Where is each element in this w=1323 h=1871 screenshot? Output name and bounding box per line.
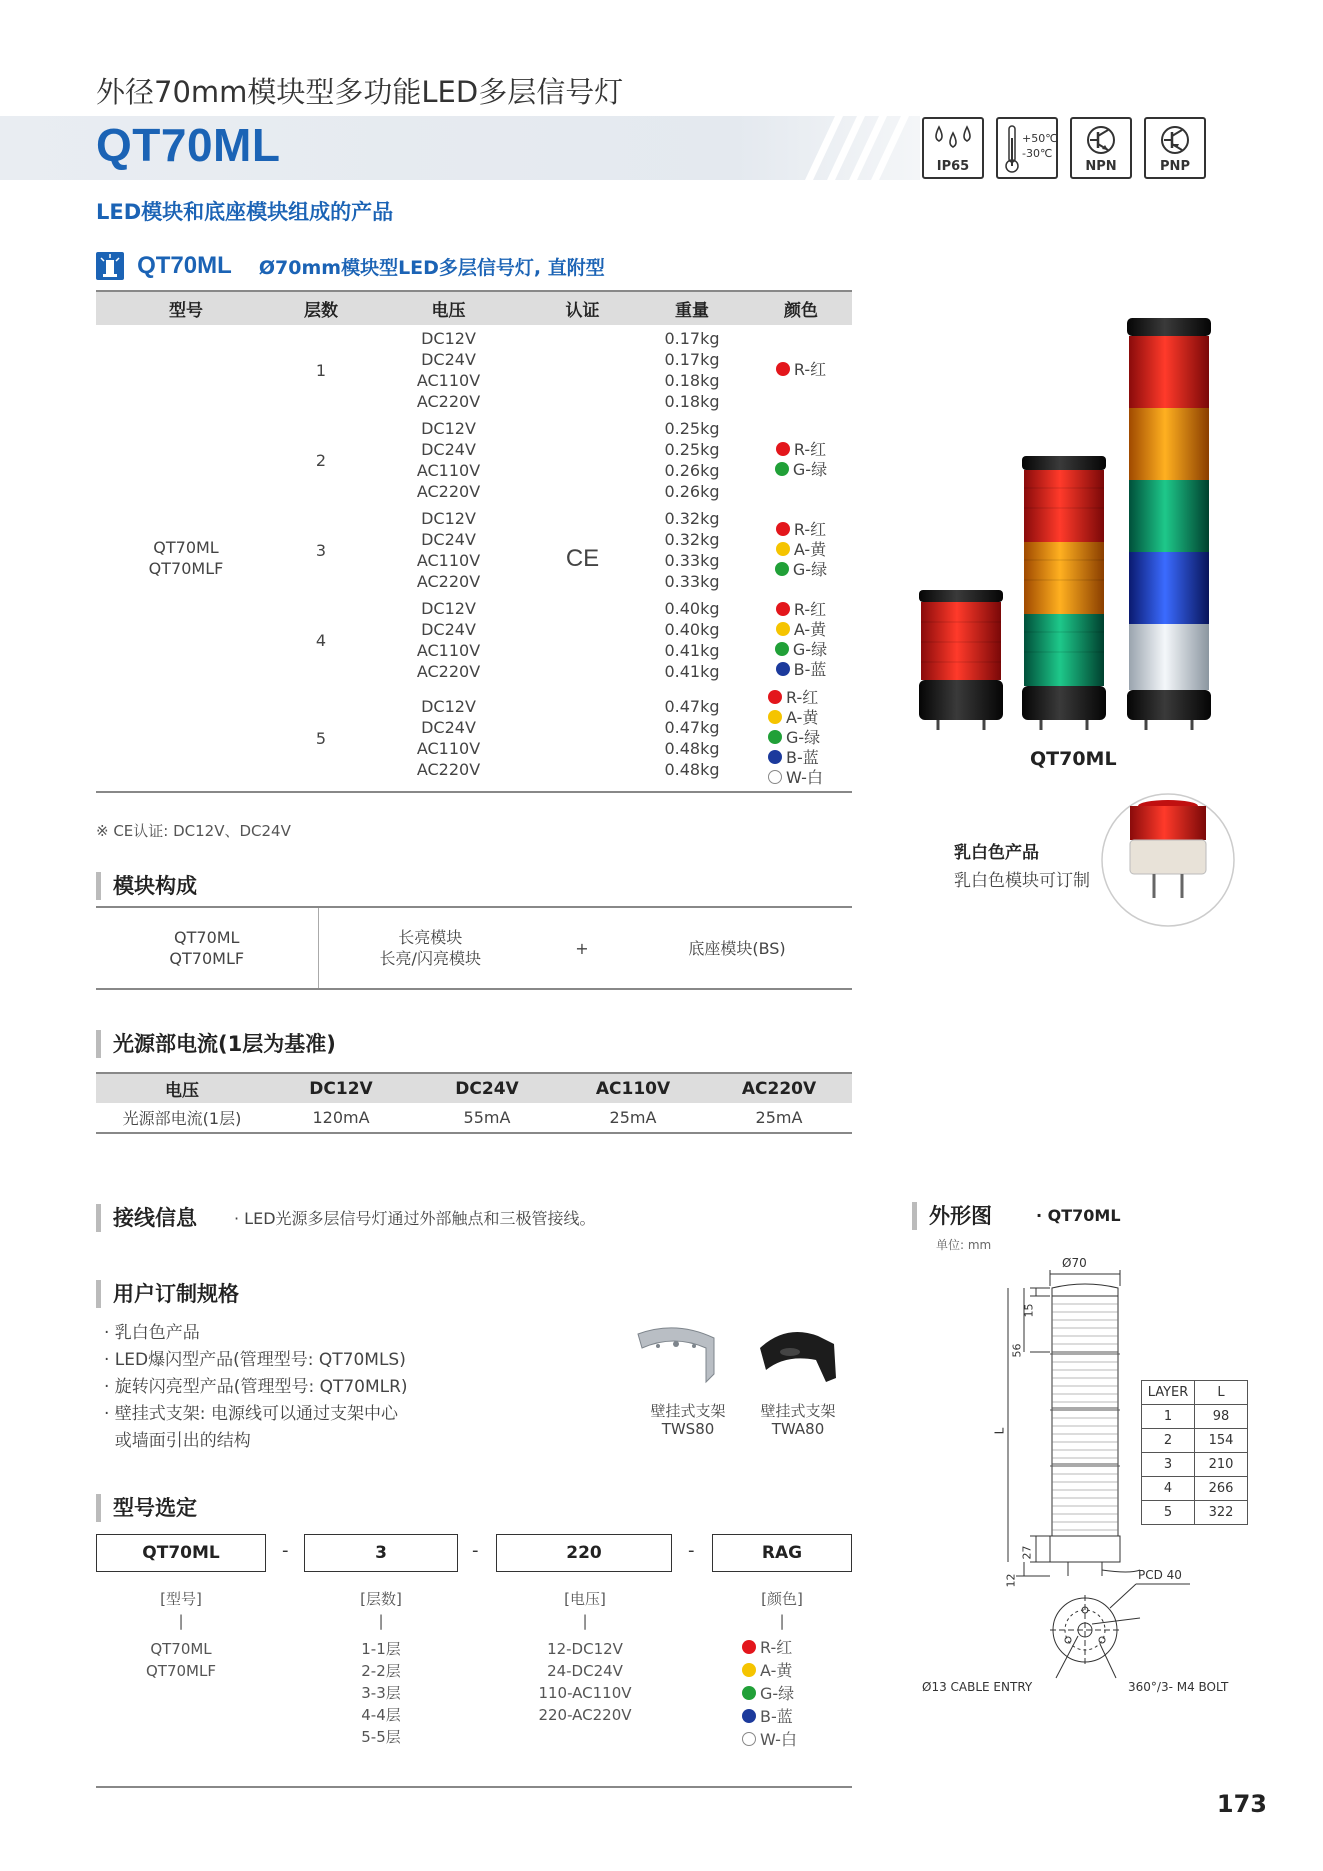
custom-list [104, 1320, 408, 1455]
spec-color-label: G-绿 [786, 728, 821, 747]
dim-row [1142, 1501, 1248, 1525]
dim-row [1142, 1453, 1248, 1477]
sel-dash-3: - [688, 1540, 695, 1561]
cur-td-0: 光源部电流(1层) [96, 1103, 268, 1133]
spec-weight: 0.40kg [664, 620, 720, 639]
spec-weight: 0.41kg [664, 641, 720, 660]
spec-weight: 0.25kg [664, 419, 720, 438]
color-dot-icon [775, 462, 789, 476]
cur-td-1: 120mA [268, 1103, 414, 1133]
dim-56: 56 [1010, 1343, 1024, 1358]
dim-diameter: Ø70 [1062, 1256, 1087, 1270]
dim-layer: 5 [1142, 1501, 1195, 1525]
spec-weight: 0.40kg [664, 599, 720, 618]
spec-color-label: R-红 [793, 360, 827, 379]
dim-length: 210 [1195, 1453, 1248, 1477]
spec-voltage: AC220V [416, 572, 481, 591]
spec-weight: 0.17kg [664, 350, 720, 369]
color-dot-icon [776, 522, 790, 536]
module-base: 底座模块(BS) [688, 938, 786, 958]
sel-color-item [742, 1636, 822, 1659]
sel-dash-1: - [282, 1540, 289, 1561]
color-dot-icon [776, 662, 790, 676]
sel-color-label: W-白 [760, 1730, 797, 1749]
spec-weight: 0.33kg [664, 551, 720, 570]
spec-weight: 0.26kg [664, 482, 720, 501]
sel-voltage-2: 24-DC24V [547, 1662, 623, 1680]
sel-col-layer [320, 1588, 442, 1748]
custom-item-5: 或墙面引出的结构 [104, 1431, 251, 1451]
temp-low: -30℃ [1022, 147, 1053, 160]
thermometer-icon [1004, 124, 1020, 174]
pnp-transistor-icon [1158, 123, 1192, 157]
sel-tick: | [582, 1612, 588, 1630]
spec-voltages [366, 685, 531, 792]
sel-color-item [742, 1728, 822, 1751]
spec-voltage: AC220V [416, 662, 481, 681]
spec-voltage: AC110V [416, 461, 481, 480]
product-section-title: QT70ML [137, 252, 232, 279]
photo-caption: QT70ML [1030, 748, 1117, 770]
custom-title: 用户订制规格 [96, 1280, 239, 1308]
spec-color-label: R-红 [786, 688, 819, 707]
sel-col-voltage [510, 1588, 660, 1726]
cur-th-0: 电压 [96, 1073, 268, 1103]
module-section-title: 模块构成 [96, 872, 197, 900]
dim-length: 322 [1195, 1501, 1248, 1525]
npn-label: NPN [1085, 159, 1117, 174]
wiring-title: 接线信息 [96, 1204, 197, 1232]
dim-th-layer: LAYER [1142, 1381, 1195, 1405]
spec-color-label: R-红 [793, 440, 827, 459]
spec-color-label: G-绿 [792, 560, 828, 579]
page-subtitle: 外径70mm模块型多功能LED多层信号灯 [96, 75, 624, 109]
spec-layer: 3 [315, 540, 327, 560]
cur-td-4: 25mA [706, 1103, 852, 1133]
color-dot-icon [776, 442, 790, 456]
spec-color-label: A-黄 [793, 540, 827, 559]
sel-voltage-3: 110-AC110V [538, 1684, 632, 1702]
dim-th-L: L [1195, 1381, 1248, 1405]
dim-pcd: PCD 40 [1138, 1568, 1182, 1582]
dimension-title: 外形图 [912, 1202, 992, 1230]
color-dot-icon [775, 642, 789, 656]
cur-th-3: AC110V [560, 1073, 706, 1103]
sel-voltage-1: 12-DC12V [547, 1640, 623, 1658]
color-dot-icon [776, 542, 790, 556]
milky-desc: 乳白色模块可订制 [954, 871, 1090, 891]
cur-td-3: 25mA [560, 1103, 706, 1133]
spec-weight: 0.41kg [664, 662, 720, 681]
th-cert: 认证 [531, 291, 634, 325]
spec-weights [634, 685, 750, 792]
sel-voltage-4: 220-AC220V [538, 1706, 632, 1724]
custom-item-3: · 旋转闪亮型产品(管理型号: QT70MLR) [104, 1377, 408, 1397]
spec-weight: 0.18kg [664, 371, 720, 390]
spec-weight: 0.26kg [664, 461, 720, 480]
spec-voltages [366, 595, 531, 685]
spec-layer: 1 [315, 360, 327, 380]
color-dot-icon [776, 602, 790, 616]
pnp-badge [1144, 117, 1206, 179]
npn-transistor-icon [1084, 123, 1118, 157]
spec-weights [634, 415, 750, 505]
sel-box-model: QT70ML [96, 1534, 266, 1572]
sel-layer-5: 5-5层 [361, 1728, 401, 1746]
spec-color-label: G-绿 [792, 460, 828, 479]
sel-label-color: [颜色] [761, 1590, 803, 1608]
th-model: 型号 [96, 291, 276, 325]
sel-model-1: QT70ML [150, 1640, 212, 1658]
cur-th-1: DC12V [268, 1073, 414, 1103]
sel-dash-2: - [472, 1540, 479, 1561]
bracket-twa80-image [756, 1326, 842, 1386]
color-dot-icon [775, 562, 789, 576]
sel-layer-1: 1-1层 [361, 1640, 401, 1658]
custom-item-2: · LED爆闪型产品(管理型号: QT70MLS) [104, 1350, 406, 1370]
th-voltage: 电压 [366, 291, 531, 325]
spec-voltage: AC110V [416, 371, 481, 390]
sel-layer-4: 4-4层 [361, 1706, 401, 1724]
ip65-label: IP65 [936, 159, 970, 174]
spec-color-label: A-黄 [786, 708, 819, 727]
sel-tick: | [178, 1612, 184, 1630]
dimension-model: · QT70ML [1036, 1206, 1121, 1225]
spec-color-label: R-红 [793, 520, 827, 539]
spec-weight: 0.48kg [664, 739, 720, 758]
spec-voltage: DC24V [421, 530, 476, 549]
module-steady: 长亮模块 [398, 928, 463, 947]
spec-colors [750, 595, 852, 685]
sel-layer-3: 3-3层 [361, 1684, 401, 1702]
spec-weights [634, 325, 750, 415]
spec-model-2: QT70MLF [148, 559, 224, 578]
spec-voltage: DC12V [421, 419, 476, 438]
layer-length-table [1141, 1380, 1248, 1525]
color-dot-icon [768, 770, 782, 784]
cur-th-4: AC220V [706, 1073, 852, 1103]
color-dot-icon [768, 690, 782, 704]
spec-weight: 0.32kg [664, 530, 720, 549]
bracket-2-code: TWA80 [771, 1420, 825, 1438]
spec-table [96, 290, 852, 793]
spec-voltages [366, 415, 531, 505]
bracket-tws80-image [636, 1326, 732, 1384]
spec-voltage: AC220V [416, 482, 481, 501]
spec-voltage: DC24V [421, 620, 476, 639]
sel-layer-2: 2-2层 [361, 1662, 401, 1680]
selection-title: 型号选定 [96, 1494, 197, 1522]
th-weight: 重量 [634, 291, 750, 325]
dim-row [1142, 1429, 1248, 1453]
dim-layer: 1 [1142, 1405, 1195, 1429]
spec-colors [750, 685, 852, 792]
spec-voltage: DC12V [421, 329, 476, 348]
color-dot-icon [776, 362, 790, 376]
banner-stripes [785, 116, 925, 180]
module-table [96, 906, 852, 990]
th-color: 颜色 [750, 291, 852, 325]
npn-badge [1070, 117, 1132, 179]
custom-item-4: · 壁挂式支架: 电源线可以通过支架中心 [104, 1404, 398, 1424]
sel-col-color [742, 1588, 822, 1751]
milky-title: 乳白色产品 [954, 843, 1039, 863]
dim-cable: Ø13 CABLE ENTRY [922, 1680, 1033, 1694]
custom-item-1: · 乳白色产品 [104, 1323, 200, 1343]
bracket-1-name: 壁挂式支架 [650, 1402, 726, 1420]
spec-voltage: AC110V [416, 739, 481, 758]
cur-th-2: DC24V [414, 1073, 560, 1103]
spec-voltages [366, 325, 531, 415]
spec-model-1: QT70ML [153, 538, 219, 557]
cur-td-2: 55mA [414, 1103, 560, 1133]
sel-color-item [742, 1659, 822, 1682]
page-number: 173 [1216, 1790, 1267, 1818]
module-model-1: QT70ML [174, 928, 240, 947]
spec-layer: 2 [315, 450, 327, 470]
sel-color-label: A-黄 [760, 1661, 793, 1680]
product-section-desc: Ø70mm模块型LED多层信号灯, 直附型 [258, 256, 605, 279]
ce-mark: CE [565, 544, 600, 572]
spec-weight: 0.33kg [664, 572, 720, 591]
spec-voltage: DC12V [421, 509, 476, 528]
spec-color-label: R-红 [793, 600, 827, 619]
spec-weight: 0.32kg [664, 509, 720, 528]
spec-voltage: DC12V [421, 599, 476, 618]
dim-12: 12 [1004, 1573, 1018, 1588]
dim-row [1142, 1405, 1248, 1429]
sel-label-voltage: [电压] [564, 1590, 606, 1608]
product-photo [905, 312, 1215, 732]
dim-L: L [992, 1427, 1007, 1435]
module-model-2: QT70MLF [169, 949, 245, 968]
sel-color-item [742, 1682, 822, 1705]
dim-15: 15 [1022, 1303, 1036, 1318]
spec-model-cell [96, 325, 276, 792]
intro-text: LED模块和底座模块组成的产品 [96, 200, 394, 224]
color-dot-icon [768, 750, 782, 764]
sel-color-label: R-红 [760, 1638, 793, 1657]
sel-model-2: QT70MLF [146, 1662, 216, 1680]
spec-voltage: AC220V [416, 760, 481, 779]
spec-cert-cell [531, 325, 634, 792]
spec-weight: 0.47kg [664, 718, 720, 737]
temperature-badge [996, 117, 1058, 179]
ip65-badge [922, 117, 984, 179]
current-section-title: 光源部电流(1层为基准) [96, 1030, 336, 1058]
dim-27: 27 [1020, 1545, 1034, 1560]
dim-layer: 3 [1142, 1453, 1195, 1477]
bracket-tws80-caption [648, 1402, 728, 1438]
spec-color-label: G-绿 [792, 640, 828, 659]
spec-weights [634, 505, 750, 595]
dim-length: 154 [1195, 1429, 1248, 1453]
spec-colors [750, 505, 852, 595]
sel-color-label: B-蓝 [760, 1707, 793, 1726]
spec-color-label: W-白 [786, 768, 823, 787]
dim-length: 98 [1195, 1405, 1248, 1429]
module-model-cell [96, 907, 318, 989]
signal-tower-icon [96, 252, 124, 280]
spec-colors [750, 415, 852, 505]
spec-weights [634, 595, 750, 685]
spec-weight: 0.25kg [664, 440, 720, 459]
spec-voltage: AC110V [416, 641, 481, 660]
spec-layer: 4 [315, 630, 327, 650]
spec-row [96, 325, 852, 415]
spec-color-label: B-蓝 [786, 748, 819, 767]
spec-weight: 0.17kg [664, 329, 720, 348]
spec-color-label: B-蓝 [793, 660, 827, 679]
color-dot-icon [742, 1709, 756, 1723]
color-dot-icon [768, 730, 782, 744]
spec-voltage: DC24V [421, 718, 476, 737]
module-light-cell [318, 907, 542, 989]
sel-label-model: [型号] [160, 1590, 202, 1608]
sel-box-voltage: 220 [496, 1534, 672, 1572]
sel-box-color: RAG [712, 1534, 852, 1572]
th-layer: 层数 [276, 291, 366, 325]
spec-weight: 0.48kg [664, 760, 720, 779]
wiring-text: · LED光源多层信号灯通过外部触点和三极管接线。 [234, 1209, 596, 1228]
spec-voltage: AC110V [416, 551, 481, 570]
color-dot-icon [776, 622, 790, 636]
spec-voltages [366, 505, 531, 595]
milky-product-photo [1100, 792, 1236, 928]
spec-layer: 5 [276, 685, 366, 792]
color-dot-icon [742, 1640, 756, 1654]
spec-weight: 0.18kg [664, 392, 720, 411]
dim-row [1142, 1477, 1248, 1501]
model-title: QT70ML [96, 119, 281, 171]
sel-col-model [120, 1588, 242, 1682]
water-drops-icon [931, 123, 975, 151]
footer-divider [96, 1786, 852, 1788]
module-plus: + [575, 938, 589, 958]
spec-voltage: DC24V [421, 350, 476, 369]
sel-tick: | [378, 1612, 384, 1630]
sel-color-item [742, 1705, 822, 1728]
sel-tick: | [779, 1612, 785, 1630]
sel-color-label: G-绿 [760, 1684, 795, 1703]
temp-high: +50℃ [1022, 132, 1058, 145]
color-dot-icon [742, 1732, 756, 1746]
spec-colors [750, 325, 852, 415]
bracket-1-code: TWS80 [661, 1420, 715, 1438]
ce-note: ※ CE认证: DC12V、DC24V [96, 822, 291, 840]
dim-bolt: 360°/3- M4 BOLT [1128, 1680, 1229, 1694]
color-dot-icon [768, 710, 782, 724]
current-table [96, 1072, 852, 1134]
module-flash: 长亮/闪亮模块 [379, 949, 481, 968]
color-dot-icon [742, 1686, 756, 1700]
sel-box-layer: 3 [304, 1534, 458, 1572]
dim-layer: 4 [1142, 1477, 1195, 1501]
spec-weight: 0.47kg [664, 697, 720, 716]
dimension-unit: 单位: mm [936, 1238, 992, 1252]
spec-voltage: DC12V [421, 697, 476, 716]
sel-label-layer: [层数] [360, 1590, 402, 1608]
pnp-label: PNP [1160, 159, 1190, 174]
product-section-heading [96, 252, 605, 280]
bracket-2-name: 壁挂式支架 [760, 1402, 836, 1420]
spec-voltage: AC220V [416, 392, 481, 411]
spec-voltage: DC24V [421, 440, 476, 459]
dim-length: 266 [1195, 1477, 1248, 1501]
color-dot-icon [742, 1663, 756, 1677]
bracket-twa80-caption [758, 1402, 838, 1438]
spec-color-label: A-黄 [793, 620, 827, 639]
dim-layer: 2 [1142, 1429, 1195, 1453]
